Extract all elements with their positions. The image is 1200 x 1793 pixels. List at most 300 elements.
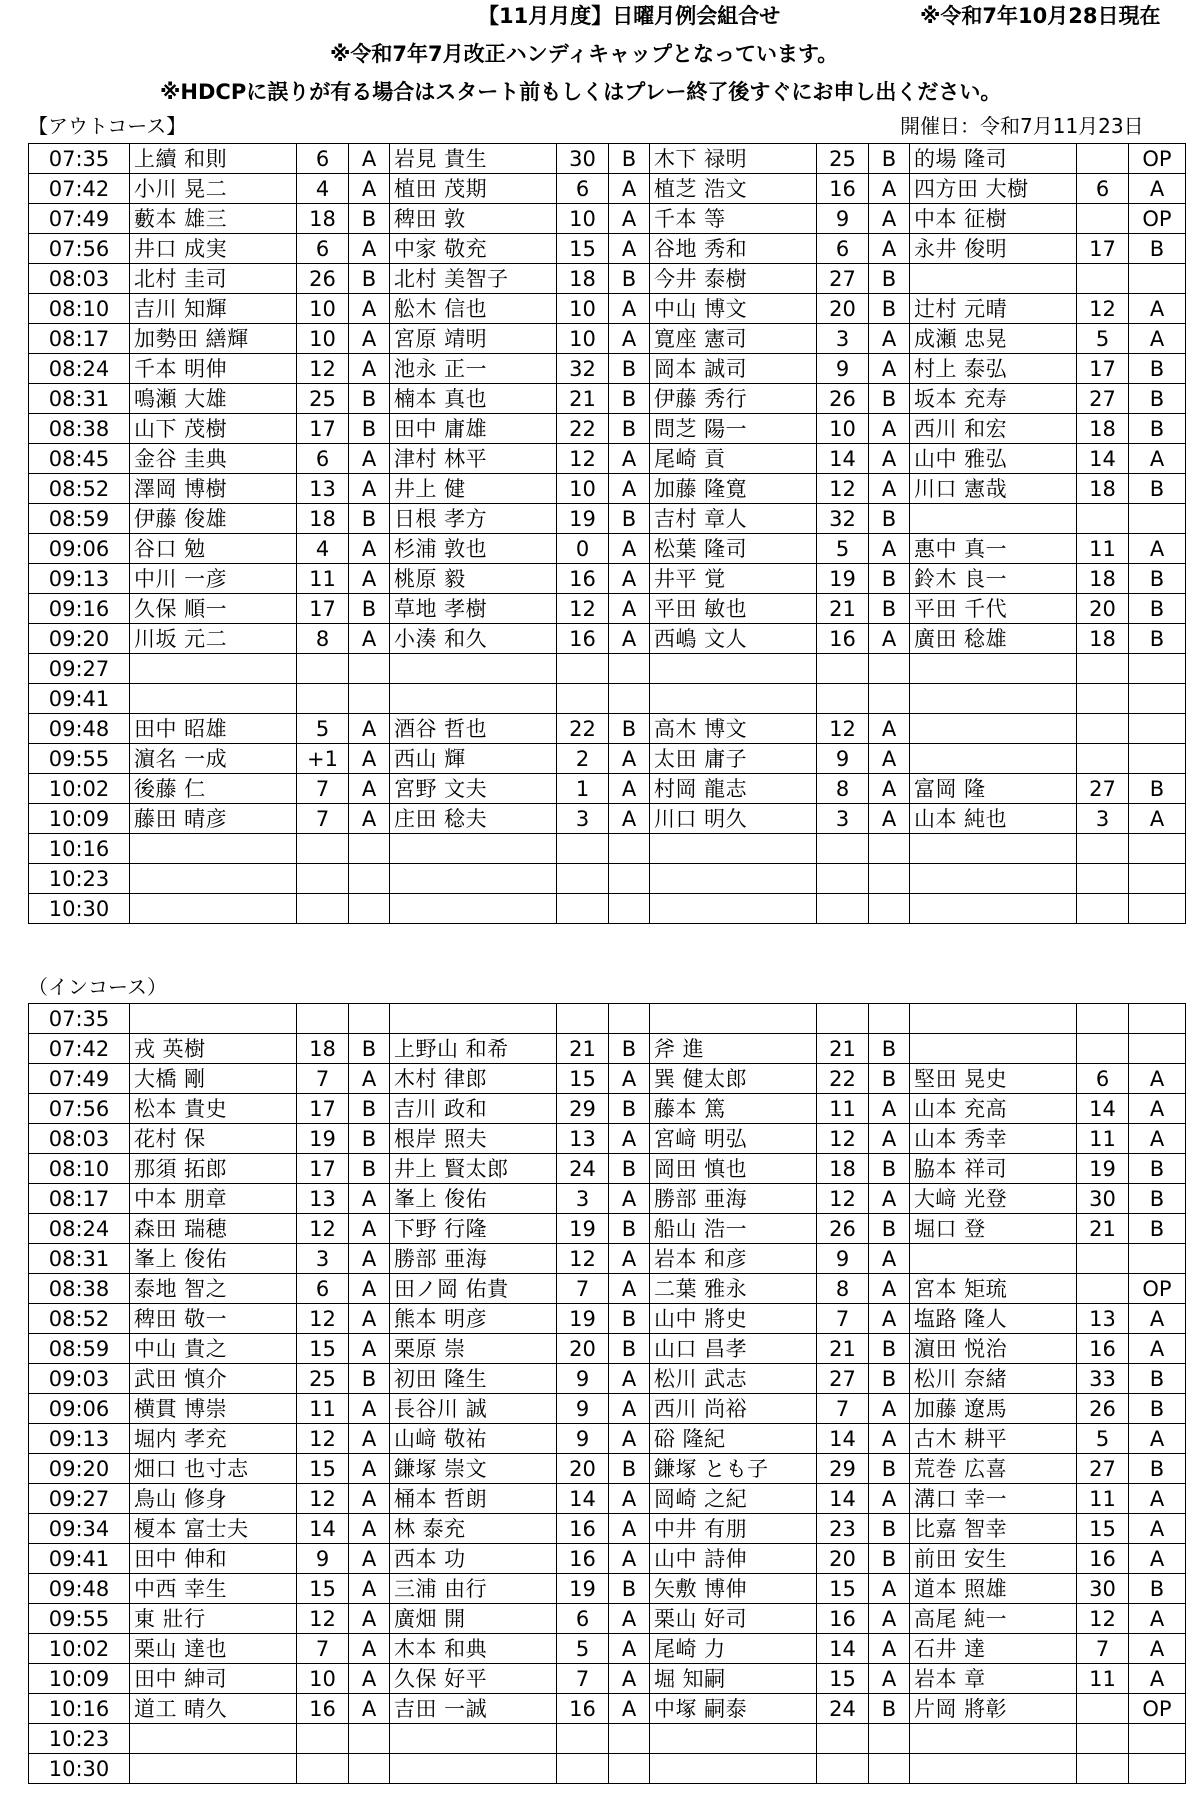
group-class: B — [1129, 1184, 1186, 1214]
player-name: 吉川 政和 — [390, 1094, 557, 1124]
handicap: 22 — [557, 714, 609, 744]
group-class — [1129, 684, 1186, 714]
player-name: 森田 瑞穂 — [130, 1214, 297, 1244]
player-name: 富岡 隆 — [910, 774, 1077, 804]
handicap: 12 — [1077, 1604, 1129, 1634]
tee-time: 09:20 — [29, 1454, 130, 1484]
handicap — [297, 654, 349, 684]
player-name: 田ノ岡 佑貴 — [390, 1274, 557, 1304]
tee-time: 07:42 — [29, 1034, 130, 1064]
player-name: 津村 林平 — [390, 444, 557, 474]
player-name: 峯上 俊佑 — [130, 1244, 297, 1274]
group-class: A — [869, 1244, 910, 1274]
table-row — [29, 1514, 1186, 1544]
group-class: A — [869, 204, 910, 234]
group-class — [869, 684, 910, 714]
group-class: B — [869, 564, 910, 594]
handicap: 27 — [1077, 384, 1129, 414]
player-name: 日根 孝方 — [390, 504, 557, 534]
group-class: A — [349, 1424, 390, 1454]
group-class: B — [349, 264, 390, 294]
handicap: 15 — [297, 1454, 349, 1484]
group-class: B — [869, 1034, 910, 1064]
table-row — [29, 444, 1186, 474]
tee-time: 09:03 — [29, 1364, 130, 1394]
group-class: A — [349, 324, 390, 354]
table-row — [29, 204, 1186, 234]
handicap: 10 — [557, 294, 609, 324]
group-class: A — [609, 1184, 650, 1214]
player-name: 尾崎 貢 — [650, 444, 817, 474]
group-class — [349, 1754, 390, 1784]
player-name: 平田 千代 — [910, 594, 1077, 624]
table-row — [29, 624, 1186, 654]
player-name — [650, 654, 817, 684]
table-row — [29, 144, 1186, 174]
handicap: 22 — [557, 414, 609, 444]
handicap — [297, 864, 349, 894]
player-name: 硲 隆紀 — [650, 1424, 817, 1454]
player-name: 岡崎 之紀 — [650, 1484, 817, 1514]
table-row — [29, 294, 1186, 324]
group-class: A — [609, 1244, 650, 1274]
table-row — [29, 834, 1186, 864]
player-name — [390, 834, 557, 864]
handicap — [557, 894, 609, 924]
group-class: A — [349, 1574, 390, 1604]
handicap: 10 — [557, 204, 609, 234]
handicap — [1077, 1724, 1129, 1754]
player-name: 鳥山 修身 — [130, 1484, 297, 1514]
handicap: 9 — [817, 1244, 869, 1274]
player-name: 吉田 一誠 — [390, 1694, 557, 1724]
tee-time: 09:48 — [29, 1574, 130, 1604]
handicap: 33 — [1077, 1364, 1129, 1394]
table-row — [29, 654, 1186, 684]
group-class — [609, 1724, 650, 1754]
player-name: 谷口 勉 — [130, 534, 297, 564]
player-name: 岡田 慎也 — [650, 1154, 817, 1184]
handicap: 14 — [557, 1484, 609, 1514]
player-name: 西山 輝 — [390, 744, 557, 774]
handicap: 9 — [557, 1364, 609, 1394]
handicap — [297, 894, 349, 924]
handicap: 12 — [297, 1214, 349, 1244]
group-class — [349, 654, 390, 684]
group-class: OP — [1129, 1274, 1186, 1304]
handicap: 15 — [297, 1574, 349, 1604]
group-class: A — [349, 354, 390, 384]
group-class — [1129, 1724, 1186, 1754]
handicap: 6 — [297, 144, 349, 174]
tee-time: 09:27 — [29, 654, 130, 684]
group-class: A — [349, 1334, 390, 1364]
handicap: 3 — [557, 1184, 609, 1214]
table-row — [29, 1634, 1186, 1664]
group-class: A — [349, 1274, 390, 1304]
tee-time: 08:59 — [29, 504, 130, 534]
table-row — [29, 324, 1186, 354]
group-class: A — [869, 1484, 910, 1514]
player-name: 井平 覚 — [650, 564, 817, 594]
player-name: 山本 秀幸 — [910, 1124, 1077, 1154]
handicap: 26 — [817, 384, 869, 414]
tee-time: 08:24 — [29, 354, 130, 384]
player-name: 中川 一彦 — [130, 564, 297, 594]
player-name: 那須 拓郎 — [130, 1154, 297, 1184]
handicap — [1077, 204, 1129, 234]
table-row — [29, 534, 1186, 564]
player-name: 鳴瀬 大雄 — [130, 384, 297, 414]
tee-time: 08:24 — [29, 1214, 130, 1244]
hdcp-correction-note: ※HDCPに誤りが有る場合はスタート前もしくはプレー終了後すぐにお申し出ください。 — [160, 80, 1002, 104]
player-name: 山本 充高 — [910, 1094, 1077, 1124]
group-class: B — [1129, 1364, 1186, 1394]
player-name — [130, 1754, 297, 1784]
group-class: A — [869, 744, 910, 774]
handicap — [557, 864, 609, 894]
group-class: B — [1129, 1154, 1186, 1184]
group-class — [869, 894, 910, 924]
table-row — [29, 1424, 1186, 1454]
player-name: 川坂 元二 — [130, 624, 297, 654]
handicap: 17 — [297, 1154, 349, 1184]
handicap: 19 — [1077, 1154, 1129, 1184]
tee-time: 08:59 — [29, 1334, 130, 1364]
handicap: 19 — [557, 1214, 609, 1244]
player-name — [650, 1004, 817, 1034]
handicap: 10 — [297, 1664, 349, 1694]
handicap: 11 — [1077, 1124, 1129, 1154]
group-class: A — [349, 1484, 390, 1514]
group-class: B — [609, 504, 650, 534]
player-name — [130, 894, 297, 924]
group-class: A — [1129, 1064, 1186, 1094]
player-name: 堀 知嗣 — [650, 1664, 817, 1694]
table-row — [29, 1454, 1186, 1484]
group-class: A — [869, 1604, 910, 1634]
handicap: 17 — [297, 594, 349, 624]
group-class: A — [349, 1514, 390, 1544]
tee-time: 10:16 — [29, 1694, 130, 1724]
player-name: 高木 博文 — [650, 714, 817, 744]
player-name: 井口 成実 — [130, 234, 297, 264]
group-class: A — [609, 294, 650, 324]
player-name: 長谷川 誠 — [390, 1394, 557, 1424]
player-name: 千本 明伸 — [130, 354, 297, 384]
player-name: 中家 敬充 — [390, 234, 557, 264]
player-name: 加藤 隆寛 — [650, 474, 817, 504]
group-class: A — [349, 744, 390, 774]
group-class: A — [609, 474, 650, 504]
group-class: A — [869, 714, 910, 744]
group-class: B — [349, 384, 390, 414]
group-class: OP — [1129, 1694, 1186, 1724]
out-course-label: 【アウトコース】 — [28, 114, 187, 138]
player-name: 舩木 信也 — [390, 294, 557, 324]
table-row — [29, 894, 1186, 924]
group-class: A — [1129, 1514, 1186, 1544]
player-name — [130, 864, 297, 894]
group-class: A — [869, 474, 910, 504]
handicap-note: ※令和7年7月改正ハンディキャップとなっています。 — [330, 42, 839, 66]
player-name: 二葉 雅永 — [650, 1274, 817, 1304]
table-row — [29, 1124, 1186, 1154]
handicap: 20 — [1077, 594, 1129, 624]
handicap: 12 — [557, 444, 609, 474]
player-name: 村岡 龍志 — [650, 774, 817, 804]
group-class — [869, 1724, 910, 1754]
group-class — [349, 1724, 390, 1754]
player-name: 斧 進 — [650, 1034, 817, 1064]
table-row — [29, 1184, 1186, 1214]
handicap: 24 — [557, 1154, 609, 1184]
group-class: A — [349, 444, 390, 474]
player-name: 田中 昭雄 — [130, 714, 297, 744]
handicap: 12 — [557, 1244, 609, 1274]
group-class: A — [1129, 174, 1186, 204]
tee-time: 10:09 — [29, 804, 130, 834]
group-class — [1129, 834, 1186, 864]
group-class: B — [609, 414, 650, 444]
group-class: B — [869, 144, 910, 174]
tee-time: 08:45 — [29, 444, 130, 474]
group-class — [349, 1004, 390, 1034]
group-class — [609, 864, 650, 894]
handicap: 8 — [817, 774, 869, 804]
handicap — [817, 684, 869, 714]
handicap: 13 — [297, 1184, 349, 1214]
group-class: B — [869, 594, 910, 624]
handicap: 6 — [297, 444, 349, 474]
player-name: 稗田 敬一 — [130, 1304, 297, 1334]
tee-time: 08:17 — [29, 1184, 130, 1214]
player-name — [650, 834, 817, 864]
player-name: 上續 和則 — [130, 144, 297, 174]
player-name: 小川 晃二 — [130, 174, 297, 204]
handicap — [557, 1004, 609, 1034]
player-name: 千本 等 — [650, 204, 817, 234]
group-class: A — [1129, 1664, 1186, 1694]
group-class: A — [349, 174, 390, 204]
group-class — [1129, 1244, 1186, 1274]
group-class: A — [349, 234, 390, 264]
tee-time: 09:27 — [29, 1484, 130, 1514]
tee-time: 09:48 — [29, 714, 130, 744]
handicap: 25 — [297, 384, 349, 414]
handicap: 5 — [1077, 1424, 1129, 1454]
group-class: B — [869, 1514, 910, 1544]
handicap: 3 — [297, 1244, 349, 1274]
group-class: B — [609, 1214, 650, 1244]
group-class: A — [609, 1124, 650, 1154]
player-name — [910, 834, 1077, 864]
handicap: 25 — [817, 144, 869, 174]
player-name: 池永 正一 — [390, 354, 557, 384]
handicap — [1077, 654, 1129, 684]
player-name — [650, 864, 817, 894]
player-name: 松川 奈緒 — [910, 1364, 1077, 1394]
group-class — [1129, 894, 1186, 924]
group-class — [869, 864, 910, 894]
handicap — [817, 1754, 869, 1784]
player-name: 中塚 嗣泰 — [650, 1694, 817, 1724]
player-name: 荒巻 広喜 — [910, 1454, 1077, 1484]
player-name — [130, 1724, 297, 1754]
group-class: A — [1129, 1334, 1186, 1364]
table-row — [29, 564, 1186, 594]
handicap: 17 — [297, 1094, 349, 1124]
handicap: 20 — [817, 1544, 869, 1574]
handicap: 7 — [297, 804, 349, 834]
player-name: 栗原 崇 — [390, 1334, 557, 1364]
group-class: B — [349, 204, 390, 234]
handicap: 12 — [817, 714, 869, 744]
player-name: 岩見 貴生 — [390, 144, 557, 174]
group-class: A — [869, 444, 910, 474]
handicap — [297, 1004, 349, 1034]
handicap: 30 — [1077, 1574, 1129, 1604]
event-date: 開催日：令和7月11月23日 — [900, 114, 1144, 138]
handicap: 6 — [1077, 1064, 1129, 1094]
group-class: A — [349, 1454, 390, 1484]
player-name: 北村 圭司 — [130, 264, 297, 294]
player-name — [650, 894, 817, 924]
handicap — [1077, 264, 1129, 294]
group-class: A — [349, 1694, 390, 1724]
player-name: 伊藤 秀行 — [650, 384, 817, 414]
group-class: A — [869, 1424, 910, 1454]
handicap: 18 — [297, 204, 349, 234]
handicap: 4 — [297, 534, 349, 564]
handicap: 7 — [817, 1304, 869, 1334]
handicap — [817, 1724, 869, 1754]
group-class: A — [609, 1484, 650, 1514]
handicap — [297, 1754, 349, 1784]
player-name: 松川 武志 — [650, 1364, 817, 1394]
player-name: 堀口 登 — [910, 1214, 1077, 1244]
handicap: 17 — [1077, 354, 1129, 384]
player-name: 小湊 和久 — [390, 624, 557, 654]
player-name: 初田 隆生 — [390, 1364, 557, 1394]
player-name: 坂本 充寿 — [910, 384, 1077, 414]
player-name: 宮原 靖明 — [390, 324, 557, 354]
handicap: 12 — [817, 1124, 869, 1154]
handicap: 14 — [817, 1424, 869, 1454]
handicap: 11 — [1077, 1664, 1129, 1694]
handicap — [1077, 714, 1129, 744]
handicap: 15 — [1077, 1514, 1129, 1544]
handicap — [817, 1004, 869, 1034]
group-class: A — [869, 324, 910, 354]
player-name: 四方田 大樹 — [910, 174, 1077, 204]
player-name: 吉村 章人 — [650, 504, 817, 534]
page-title: 【11月月度】日曜月例会組合せ — [478, 4, 781, 28]
group-class: A — [349, 1664, 390, 1694]
player-name: 道本 照雄 — [910, 1574, 1077, 1604]
table-row — [29, 1364, 1186, 1394]
handicap: 14 — [817, 1634, 869, 1664]
group-class: B — [609, 714, 650, 744]
player-name: 山本 純也 — [910, 804, 1077, 834]
table-row — [29, 1004, 1186, 1034]
player-name: 濵田 悦治 — [910, 1334, 1077, 1364]
player-name: 花村 保 — [130, 1124, 297, 1154]
group-class: A — [609, 1694, 650, 1724]
group-class: A — [349, 294, 390, 324]
handicap: 30 — [557, 144, 609, 174]
group-class: A — [609, 1604, 650, 1634]
player-name: 藤田 晴彦 — [130, 804, 297, 834]
player-name: 畑口 也寸志 — [130, 1454, 297, 1484]
group-class: A — [349, 1604, 390, 1634]
tee-time: 10:23 — [29, 1724, 130, 1754]
table-row — [29, 1064, 1186, 1094]
handicap — [1077, 1274, 1129, 1304]
player-name — [910, 1034, 1077, 1064]
group-class: B — [869, 384, 910, 414]
handicap: 18 — [1077, 624, 1129, 654]
player-name: 溝口 幸一 — [910, 1484, 1077, 1514]
group-class: A — [609, 744, 650, 774]
group-class — [609, 684, 650, 714]
player-name: 藤本 篤 — [650, 1094, 817, 1124]
player-name: 鈴木 良一 — [910, 564, 1077, 594]
group-class — [609, 654, 650, 684]
table-row — [29, 714, 1186, 744]
handicap: 18 — [1077, 564, 1129, 594]
group-class: B — [869, 1544, 910, 1574]
player-name: 加藤 遼馬 — [910, 1394, 1077, 1424]
group-class: A — [349, 624, 390, 654]
tee-time: 09:16 — [29, 594, 130, 624]
group-class — [1129, 744, 1186, 774]
group-class: A — [1129, 1424, 1186, 1454]
handicap — [1077, 894, 1129, 924]
tee-time: 08:38 — [29, 414, 130, 444]
handicap: 5 — [817, 534, 869, 564]
group-class: B — [1129, 624, 1186, 654]
table-row — [29, 1544, 1186, 1574]
group-class: A — [609, 1514, 650, 1544]
handicap: 21 — [557, 384, 609, 414]
handicap — [817, 654, 869, 684]
tee-time: 10:23 — [29, 864, 130, 894]
player-name — [390, 894, 557, 924]
handicap: 16 — [557, 1694, 609, 1724]
player-name: 田中 紳司 — [130, 1664, 297, 1694]
tee-time: 10:02 — [29, 774, 130, 804]
group-class — [869, 1754, 910, 1784]
handicap: 9 — [817, 744, 869, 774]
tee-time: 08:03 — [29, 264, 130, 294]
player-name: 泰地 智之 — [130, 1274, 297, 1304]
group-class — [609, 834, 650, 864]
player-name: 宮﨑 明弘 — [650, 1124, 817, 1154]
handicap — [817, 894, 869, 924]
group-class: A — [869, 1124, 910, 1154]
player-name: 久保 好平 — [390, 1664, 557, 1694]
player-name: 的場 隆司 — [910, 144, 1077, 174]
player-name — [650, 1724, 817, 1754]
player-name: 中山 博文 — [650, 294, 817, 324]
player-name — [910, 654, 1077, 684]
tee-time: 09:13 — [29, 1424, 130, 1454]
handicap: 16 — [1077, 1544, 1129, 1574]
group-class: A — [609, 174, 650, 204]
player-name: 武田 慎介 — [130, 1364, 297, 1394]
player-name: 岩本 章 — [910, 1664, 1077, 1694]
